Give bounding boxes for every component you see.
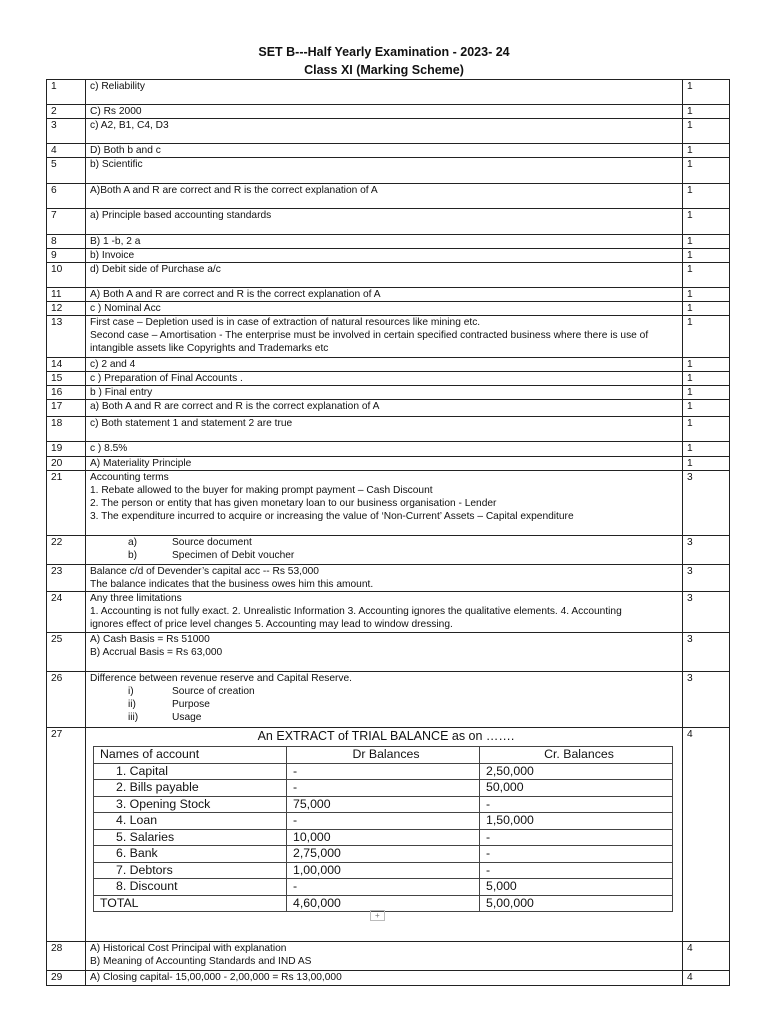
question-number: 14	[47, 358, 86, 372]
table-row	[47, 209, 730, 235]
table-row	[47, 386, 730, 400]
answer-cell	[86, 358, 683, 372]
marks: 1	[683, 372, 730, 386]
answer-line: d) Debit side of Purchase a/c	[90, 264, 221, 275]
trial-balance-cell: 5,000	[480, 879, 673, 896]
trial-balance-cell: Cr. Balances	[480, 747, 673, 764]
answer-line: A) Both A and R are correct and R is the correct explanation of A	[90, 289, 381, 300]
trial-balance-cell: 1,00,000	[287, 862, 480, 879]
answer-cell	[86, 302, 683, 316]
answer-cell	[86, 119, 683, 144]
answer-line: c ) Nominal Acc	[90, 303, 161, 314]
answer-line: c) Reliability	[90, 81, 145, 92]
answer-line: 1. Rebate allowed to the buyer for making prompt payment – Cash Discount	[90, 485, 433, 496]
subitem-text: Source of creation	[172, 686, 255, 697]
answer-line: B) Meaning of Accounting Standards and IND AS	[90, 956, 312, 967]
table-row	[47, 633, 730, 672]
table-row	[47, 372, 730, 386]
question-number: 10	[47, 263, 86, 288]
answer-line: B) Accrual Basis = Rs 63,000	[90, 647, 223, 658]
marks: 4	[683, 942, 730, 971]
answer-line: A) Materiality Principle	[90, 458, 192, 469]
answer-subitem	[90, 711, 682, 724]
question-number: 6	[47, 184, 86, 209]
trial-balance-cell: -	[480, 796, 673, 813]
answer-line: A) Closing capital- 15,00,000 - 2,00,000 = Rs 13,00,000	[90, 972, 342, 983]
trial-balance-row	[94, 846, 673, 863]
question-number: 3	[47, 119, 86, 144]
trial-balance-cell: 3. Opening Stock	[94, 796, 287, 813]
table-row	[47, 316, 730, 358]
answer-line: 3. The expenditure incurred to acquire or increasing the value of ‘Non-Current’ Assets – Capital expenditure	[90, 511, 574, 522]
question-number: 4	[47, 144, 86, 158]
subitem-label: b)	[128, 550, 138, 561]
answer-line: a) Principle based accounting standards	[90, 210, 272, 221]
answer-line: intangible assets like Copyrights and Trademarks etc	[90, 343, 329, 354]
question-number: 12	[47, 302, 86, 316]
table-row	[47, 442, 730, 457]
answer-cell	[86, 536, 683, 565]
answer-cell	[86, 158, 683, 184]
question-number: 25	[47, 633, 86, 672]
trial-balance-cell: 7. Debtors	[94, 862, 287, 879]
question-number: 7	[47, 209, 86, 235]
trial-balance-cell: -	[480, 862, 673, 879]
table-row	[47, 457, 730, 471]
answer-line: A) Cash Basis = Rs 51000	[90, 634, 210, 645]
answer-subitem	[90, 698, 682, 711]
marks: 1	[683, 144, 730, 158]
question-number: 29	[47, 971, 86, 986]
answer-line: Any three limitations	[90, 593, 182, 604]
answer-line: Balance c/d of Devender’s capital acc -- Rs 53,000	[90, 566, 319, 577]
marks: 1	[683, 288, 730, 302]
marks: 3	[683, 536, 730, 565]
trial-balance-cell: -	[480, 829, 673, 846]
trial-balance-cell: 2,50,000	[480, 763, 673, 780]
trial-balance-row	[94, 763, 673, 780]
question-number: 20	[47, 457, 86, 471]
document-title: SET B---Half Yearly Examination - 2023- 24	[258, 45, 510, 59]
question-number: 18	[47, 417, 86, 442]
trial-balance-cell: -	[287, 813, 480, 830]
table-row	[47, 119, 730, 144]
question-number: 23	[47, 565, 86, 592]
answer-cell	[86, 942, 683, 971]
table-row	[47, 105, 730, 119]
table-row	[47, 358, 730, 372]
table-row	[47, 471, 730, 536]
trial-balance-cell: -	[480, 846, 673, 863]
answer-line: A) Historical Cost Principal with explanation	[90, 943, 287, 954]
trial-balance-cell: TOTAL	[94, 895, 287, 912]
marks: 4	[683, 971, 730, 986]
answer-line: c) 2 and 4	[90, 359, 136, 370]
answer-cell	[86, 263, 683, 288]
question-number: 13	[47, 316, 86, 358]
trial-balance-cell: 8. Discount	[94, 879, 287, 896]
trial-balance-cell: Names of account	[94, 747, 287, 764]
answer-line: c ) 8.5%	[90, 443, 128, 454]
document-subtitle: Class XI (Marking Scheme)	[304, 63, 464, 77]
trial-balance-cell: 1,50,000	[480, 813, 673, 830]
answer-cell	[86, 209, 683, 235]
trial-balance-row	[94, 813, 673, 830]
table-resize-handle[interactable]: +	[370, 910, 385, 921]
question-number: 28	[47, 942, 86, 971]
trial-balance-cell: 2. Bills payable	[94, 780, 287, 797]
answer-line: b ) Final entry	[90, 387, 153, 398]
marks: 3	[683, 633, 730, 672]
answer-line: b) Scientific	[90, 159, 143, 170]
answer-subitem	[90, 685, 682, 698]
marks: 4	[683, 728, 730, 942]
table-row	[47, 144, 730, 158]
trial-balance-row	[94, 879, 673, 896]
answer-line: Accounting terms	[90, 472, 169, 483]
question-number: 21	[47, 471, 86, 536]
answer-line: ignores effect of price level changes 5. Accounting may lead to window dressing.	[90, 619, 453, 630]
answer-cell	[86, 249, 683, 263]
answer-cell	[86, 235, 683, 249]
answer-cell	[86, 400, 683, 417]
trial-balance-cell: 1. Capital	[94, 763, 287, 780]
trial-balance-cell: 6. Bank	[94, 846, 287, 863]
marks: 1	[683, 457, 730, 471]
marks: 1	[683, 105, 730, 119]
question-number: 19	[47, 442, 86, 457]
answer-cell	[86, 592, 683, 633]
answer-cell	[86, 633, 683, 672]
answer-line: B) 1 -b, 2 a	[90, 236, 141, 247]
question-number: 17	[47, 400, 86, 417]
table-row	[47, 288, 730, 302]
table-row	[47, 672, 730, 728]
answer-subitem	[90, 536, 682, 549]
answer-cell	[86, 471, 683, 536]
marks: 1	[683, 184, 730, 209]
trial-balance-row	[94, 796, 673, 813]
marks: 1	[683, 386, 730, 400]
question-number: 5	[47, 158, 86, 184]
trial-balance-table	[93, 746, 673, 912]
marking-scheme-table	[46, 79, 730, 986]
subitem-label: a)	[128, 537, 138, 548]
answer-cell	[86, 316, 683, 358]
answer-cell	[86, 442, 683, 457]
marks: 1	[683, 119, 730, 144]
marks: 3	[683, 592, 730, 633]
answer-subitem	[90, 549, 682, 562]
subitem-label: ii)	[128, 699, 136, 710]
answer-line: D) Both b and c	[90, 145, 161, 156]
trial-balance-header	[94, 747, 673, 764]
trial-balance-row	[94, 780, 673, 797]
question-number: 9	[47, 249, 86, 263]
answer-line: 1. Accounting is not fully exact. 2. Unrealistic Information 3. Accounting ignores the qualitative elements. 4. Accounting	[90, 606, 622, 617]
trial-balance-cell: 5. Salaries	[94, 829, 287, 846]
answer-cell	[86, 105, 683, 119]
answer-cell	[86, 288, 683, 302]
table-row	[47, 536, 730, 565]
subitem-label: i)	[128, 686, 134, 697]
trial-balance-row	[94, 829, 673, 846]
marks: 3	[683, 672, 730, 728]
subitem-text: Purpose	[172, 699, 210, 710]
question-number: 15	[47, 372, 86, 386]
subitem-text: Usage	[172, 712, 202, 723]
answer-cell	[86, 372, 683, 386]
trial-balance-cell: -	[287, 763, 480, 780]
answer-cell	[86, 672, 683, 728]
marks: 1	[683, 316, 730, 358]
answer-cell	[86, 457, 683, 471]
trial-balance-cell: 2,75,000	[287, 846, 480, 863]
table-row	[47, 400, 730, 417]
marks: 1	[683, 249, 730, 263]
answer-cell	[86, 386, 683, 400]
marks: 1	[683, 209, 730, 235]
answer-cell	[86, 144, 683, 158]
answer-line: 2. The person or entity that has given monetary loan to our business organisation - Lender	[90, 498, 497, 509]
trial-balance-cell: -	[287, 879, 480, 896]
marks: 1	[683, 400, 730, 417]
marks: 1	[683, 302, 730, 316]
trial-balance-cell: 10,000	[287, 829, 480, 846]
table-row	[47, 302, 730, 316]
marks: 3	[683, 565, 730, 592]
answer-line: c ) Preparation of Final Accounts .	[90, 373, 243, 384]
question-number: 22	[47, 536, 86, 565]
table-row	[47, 728, 730, 942]
question-number: 26	[47, 672, 86, 728]
marks: 1	[683, 158, 730, 184]
answer-line: A)Both A and R are correct and R is the correct explanation of A	[90, 185, 378, 196]
question-number: 1	[47, 80, 86, 105]
answer-line: c) Both statement 1 and statement 2 are true	[90, 418, 293, 429]
answer-line: The balance indicates that the business owes him this amount.	[90, 579, 374, 590]
question-number: 24	[47, 592, 86, 633]
table-row	[47, 971, 730, 986]
marks: 3	[683, 471, 730, 536]
trial-balance-title: An EXTRACT of TRIAL BALANCE as on …….	[257, 729, 515, 743]
table-row	[47, 263, 730, 288]
table-row	[47, 565, 730, 592]
subitem-label: iii)	[128, 712, 139, 723]
answer-line: Difference between revenue reserve and Capital Reserve.	[90, 673, 353, 684]
trial-balance-cell: 50,000	[480, 780, 673, 797]
question-number: 11	[47, 288, 86, 302]
answer-cell	[86, 565, 683, 592]
answer-cell	[86, 417, 683, 442]
table-row	[47, 942, 730, 971]
table-row	[47, 417, 730, 442]
table-row	[47, 592, 730, 633]
answer-line: First case – Depletion used is in case of extraction of natural resources like mining etc.	[90, 317, 481, 328]
table-row	[47, 249, 730, 263]
marks: 1	[683, 235, 730, 249]
trial-balance-cell: Dr Balances	[287, 747, 480, 764]
subitem-text: Specimen of Debit voucher	[172, 550, 295, 561]
marks: 1	[683, 442, 730, 457]
table-row	[47, 235, 730, 249]
table-row	[47, 184, 730, 209]
subitem-text: Source document	[172, 537, 252, 548]
table-row	[47, 80, 730, 105]
question-number: 8	[47, 235, 86, 249]
marks: 1	[683, 417, 730, 442]
answer-cell	[86, 184, 683, 209]
answer-line: b) Invoice	[90, 250, 135, 261]
answer-line: C) Rs 2000	[90, 106, 142, 117]
answer-line: Second case – Amortisation - The enterprise must be involved in certain specified contracted business where there is use of	[90, 330, 649, 341]
trial-balance-cell: -	[287, 780, 480, 797]
trial-balance-cell: 4,60,000	[287, 895, 480, 912]
trial-balance-row	[94, 862, 673, 879]
marks: 1	[683, 263, 730, 288]
answer-cell	[86, 80, 683, 105]
marks: 1	[683, 80, 730, 105]
question-number: 27	[47, 728, 86, 942]
answer-cell	[86, 971, 683, 986]
trial-balance-cell: 5,00,000	[480, 895, 673, 912]
trial-balance-cell: 75,000	[287, 796, 480, 813]
marks: 1	[683, 358, 730, 372]
answer-line: c) A2, B1, C4, D3	[90, 120, 169, 131]
table-row	[47, 158, 730, 184]
question-number: 16	[47, 386, 86, 400]
answer-line: a) Both A and R are correct and R is the correct explanation of A	[90, 401, 380, 412]
question-number: 2	[47, 105, 86, 119]
trial-balance-cell: 4. Loan	[94, 813, 287, 830]
